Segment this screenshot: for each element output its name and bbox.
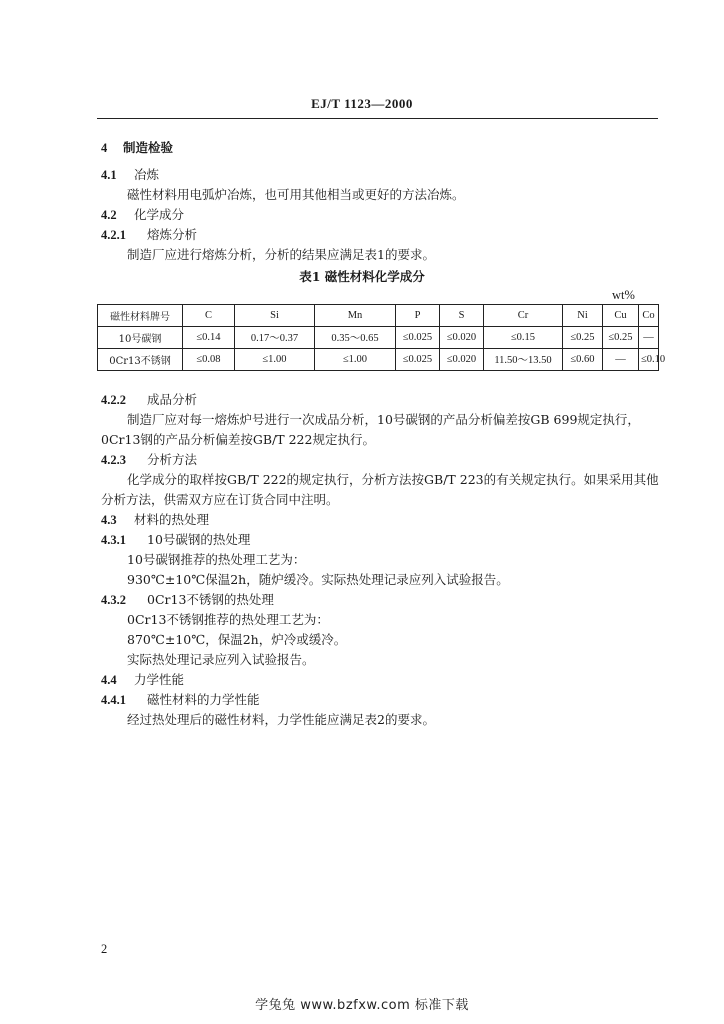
table-cell: ≤0.025 [396,327,440,349]
table-row [98,349,659,371]
section-4-3-heading [101,512,209,528]
table-cell: ≤0.08 [183,349,235,371]
table-header-cell: Mn [315,305,396,327]
section-4-3-1-heading [101,532,250,548]
section-title: 制造检验 [123,140,174,155]
table-caption: 表1 磁性材料化学成分 [299,269,425,284]
header-divider [97,118,658,119]
section-title: 成品分析 [147,392,198,407]
section-4-2-heading [101,207,184,223]
table-header-cell: Co [639,305,659,327]
section-4-1-heading [101,167,159,183]
section-4-heading [101,140,173,156]
section-4-4-1-heading [101,692,260,708]
table-unit: wt% [612,288,635,302]
section-title: 熔炼分析 [147,227,198,242]
section-number: 4.4 [101,673,117,687]
table-cell: 0.17～0.37 [235,327,315,349]
section-4-2-2-heading [101,392,197,408]
paragraph: 制造厂应进行熔炼分析，分析的结果应满足表1的要求。 [127,247,435,262]
section-number: 4.1 [101,168,117,182]
paragraph: 10号碳钢推荐的热处理工艺为： [127,552,306,567]
paragraph: 分析方法，供需双方应在订货合同中注明。 [101,492,339,507]
section-title: 冶炼 [134,167,160,182]
table-cell: — [639,327,659,349]
section-number: 4.3.1 [101,533,126,547]
paragraph: 实际热处理记录应列入试验报告。 [127,652,315,667]
section-4-3-2-heading [101,592,274,608]
section-title: 分析方法 [147,452,198,467]
section-title: 材料的热处理 [134,512,210,527]
table-header-cell: C [183,305,235,327]
document-code: EJ/T 1123—2000 [311,96,413,111]
table-cell: ≤0.15 [484,327,563,349]
paragraph: 870℃±10℃，保温2h，炉冷或缓冷。 [127,632,347,647]
table-header-cell: 磁性材料牌号 [98,305,183,327]
table-cell: ≤0.25 [563,327,603,349]
table-cell: ≤0.25 [603,327,639,349]
paragraph: 磁性材料用电弧炉冶炼，也可用其他相当或更好的方法冶炼。 [127,187,465,202]
section-4-4-heading [101,672,184,688]
section-number: 4.2.1 [101,228,126,242]
paragraph: 制造厂应对每一熔炼炉号进行一次成品分析，10号碳钢的产品分析偏差按GB 699规定执行， [127,412,640,427]
table-header-cell: S [440,305,484,327]
paragraph: 经过热处理后的磁性材料，力学性能应满足表2的要求。 [127,712,435,727]
table-cell: ≤1.00 [235,349,315,371]
table-cell: 0.35～0.65 [315,327,396,349]
table-cell: ≤0.60 [563,349,603,371]
table-cell: ≤0.020 [440,349,484,371]
section-number: 4.3.2 [101,593,126,607]
paragraph: 930℃±10℃保温2h，随炉缓冷。实际热处理记录应列入试验报告。 [127,572,509,587]
section-title: 0Cr13不锈钢的热处理 [147,592,274,607]
section-4-2-1-heading [101,227,197,243]
table-cell: ≤0.14 [183,327,235,349]
section-number: 4.2.2 [101,393,126,407]
table-header-cell: Ni [563,305,603,327]
section-title: 磁性材料的力学性能 [147,692,260,707]
table-header-cell: P [396,305,440,327]
table-cell: ≤0.10 [639,349,659,371]
section-4-2-3-heading [101,452,197,468]
table-row [98,327,659,349]
section-number: 4.2.3 [101,453,126,467]
table-header-cell: Cr [484,305,563,327]
table-cell: ≤0.025 [396,349,440,371]
paragraph: 化学成分的取样按GB/T 222的规定执行，分析方法按GB/T 223的有关规定执行。如果采用其他 [127,472,659,487]
table-cell: ≤1.00 [315,349,396,371]
table-header-cell: Si [235,305,315,327]
table-cell: — [603,349,639,371]
section-title: 10号碳钢的热处理 [147,532,251,547]
watermark-footer: 学兔兔 www.bzfxw.com 标准下载 [255,998,469,1013]
section-number: 4.4.1 [101,693,126,707]
table-cell: 0Cr13不锈钢 [98,349,183,371]
page-number: 2 [101,942,108,956]
table-cell: 10号碳钢 [98,327,183,349]
section-title: 力学性能 [134,672,185,687]
table-header-cell: Cu [603,305,639,327]
table-header-row [98,305,659,327]
paragraph: 0Cr13不锈钢推荐的热处理工艺为： [127,612,329,627]
section-number: 4.3 [101,513,117,527]
section-number: 4.2 [101,208,117,222]
section-number: 4 [101,141,108,155]
paragraph: 0Cr13钢的产品分析偏差按GB/T 222规定执行。 [101,432,375,447]
table-cell: ≤0.020 [440,327,484,349]
section-title: 化学成分 [134,207,185,222]
composition-table [97,304,666,371]
table-cell: 11.50～13.50 [484,349,563,371]
